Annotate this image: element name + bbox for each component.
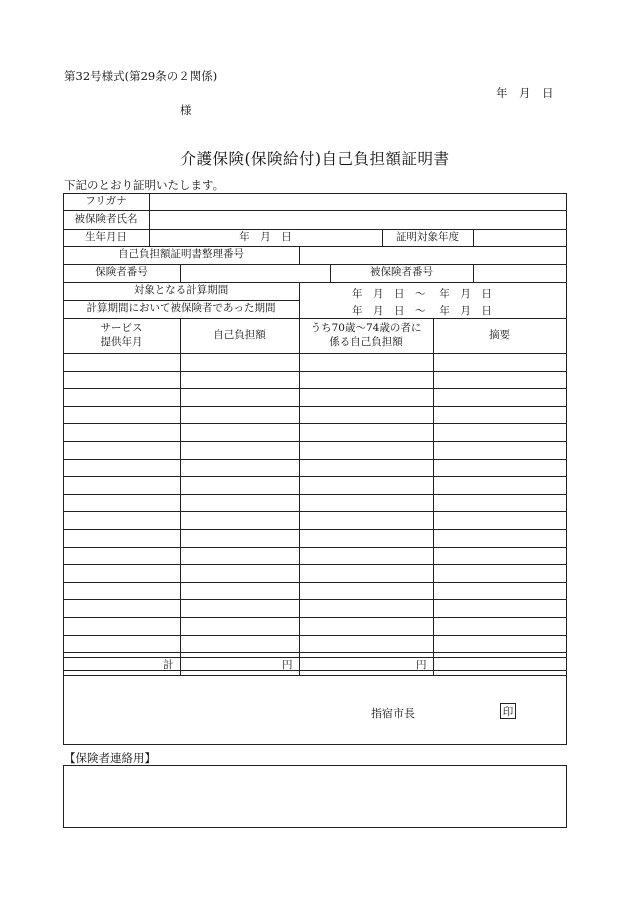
insured-name-label: 被保険者氏名: [63, 210, 150, 230]
table-cell[interactable]: [180, 388, 300, 407]
table-cell[interactable]: [180, 476, 300, 495]
table-cell[interactable]: [180, 635, 300, 653]
table-cell[interactable]: [299, 529, 434, 548]
table-cell[interactable]: [433, 635, 567, 653]
intro-text: 下記のとおり証明いたします。: [64, 178, 225, 192]
table-cell[interactable]: [299, 635, 434, 653]
table-cell[interactable]: [299, 423, 434, 442]
table-cell[interactable]: [433, 529, 567, 548]
table-cell[interactable]: [63, 547, 181, 565]
target-year-field[interactable]: [473, 229, 567, 247]
table-cell[interactable]: [63, 388, 181, 407]
contact-label: 【保険者連絡用】: [64, 751, 156, 765]
signature-box: [63, 675, 567, 745]
table-cell[interactable]: [299, 476, 434, 495]
table-cell[interactable]: [63, 423, 181, 442]
table-cell[interactable]: [299, 459, 434, 477]
table-cell[interactable]: [299, 388, 434, 407]
total-self-pay[interactable]: 円: [180, 657, 300, 676]
contact-box[interactable]: [63, 765, 567, 828]
table-cell[interactable]: [180, 547, 300, 565]
table-cell[interactable]: [180, 353, 300, 372]
table-cell[interactable]: [299, 599, 434, 618]
table-cell[interactable]: [299, 582, 434, 600]
birth-date-field[interactable]: 年 月 日: [149, 229, 383, 247]
target-year-label: 証明対象年度: [382, 229, 474, 247]
total-label: 計: [63, 657, 181, 676]
furigana-field[interactable]: [149, 193, 567, 211]
table-cell[interactable]: [299, 406, 434, 424]
table-cell[interactable]: [433, 564, 567, 583]
total-self-pay-70-74[interactable]: 円: [299, 657, 434, 676]
table-cell[interactable]: [299, 494, 434, 512]
table-cell[interactable]: [180, 423, 300, 442]
total-remarks[interactable]: [433, 657, 567, 676]
col-header-self-pay: 自己負担額: [180, 318, 300, 354]
table-cell[interactable]: [433, 371, 567, 389]
table-cell[interactable]: [63, 459, 181, 477]
form-number: 第32号様式(第29条の２関係): [64, 69, 218, 83]
issuer-name: 指宿市長: [371, 707, 415, 720]
insured-period-label: 計算期間において被保険者であった期間: [63, 300, 300, 319]
table-cell[interactable]: [180, 617, 300, 636]
table-cell[interactable]: [180, 441, 300, 460]
table-cell[interactable]: [63, 564, 181, 583]
table-cell[interactable]: [299, 617, 434, 636]
table-cell[interactable]: [299, 441, 434, 460]
document-title: 介護保険(保険給付)自己負担額証明書: [180, 150, 450, 168]
table-cell[interactable]: [433, 423, 567, 442]
table-cell[interactable]: [180, 406, 300, 424]
table-cell[interactable]: [433, 511, 567, 530]
table-cell[interactable]: [63, 441, 181, 460]
calc-period-range[interactable]: 年 月 日 〜 年 月 日: [352, 288, 492, 300]
table-cell[interactable]: [63, 582, 181, 600]
table-cell[interactable]: [180, 459, 300, 477]
table-cell[interactable]: [433, 459, 567, 477]
table-cell[interactable]: [299, 564, 434, 583]
table-cell[interactable]: [180, 582, 300, 600]
table-cell[interactable]: [299, 353, 434, 372]
table-cell[interactable]: [63, 529, 181, 548]
table-cell[interactable]: [180, 371, 300, 389]
table-cell[interactable]: [63, 371, 181, 389]
furigana-label: フリガナ: [63, 193, 150, 211]
cert-number-field[interactable]: [299, 246, 567, 265]
table-cell[interactable]: [63, 353, 181, 372]
col-header-self-pay-70-74: うち70歳〜74歳の者に 係る自己負担額: [299, 318, 434, 354]
cert-number-label: 自己負担額証明書整理番号: [63, 246, 300, 265]
col-header-service-month: サービス 提供年月: [63, 318, 181, 354]
table-cell[interactable]: [433, 353, 567, 372]
table-cell[interactable]: [433, 617, 567, 636]
insurer-number-field[interactable]: [180, 264, 331, 283]
table-cell[interactable]: [63, 406, 181, 424]
table-cell[interactable]: [180, 494, 300, 512]
table-cell[interactable]: [63, 511, 181, 530]
birth-date-label: 生年月日: [63, 229, 150, 247]
table-cell[interactable]: [63, 599, 181, 618]
table-cell[interactable]: [433, 582, 567, 600]
insurer-number-label: 保険者番号: [63, 264, 181, 283]
table-cell[interactable]: [299, 511, 434, 530]
insured-number-field[interactable]: [473, 264, 567, 283]
table-cell[interactable]: [299, 371, 434, 389]
col-header-remarks: 摘要: [433, 318, 567, 354]
table-cell[interactable]: [433, 441, 567, 460]
addressee-suffix: 様: [180, 103, 192, 117]
seal-stamp: 印: [500, 703, 516, 719]
table-cell[interactable]: [180, 599, 300, 618]
table-cell[interactable]: [180, 529, 300, 548]
table-cell[interactable]: [433, 599, 567, 618]
table-cell[interactable]: [433, 476, 567, 495]
table-cell[interactable]: [433, 406, 567, 424]
table-cell[interactable]: [433, 547, 567, 565]
table-cell[interactable]: [180, 511, 300, 530]
table-cell[interactable]: [63, 494, 181, 512]
table-cell[interactable]: [299, 547, 434, 565]
table-cell[interactable]: [63, 476, 181, 495]
insured-number-label: 被保険者番号: [330, 264, 474, 283]
calc-period-label: 対象となる計算期間: [63, 282, 300, 301]
table-cell[interactable]: [433, 388, 567, 407]
insured-period-range[interactable]: 年 月 日 〜 年 月 日: [352, 305, 492, 317]
insured-name-field[interactable]: [149, 210, 567, 230]
table-cell[interactable]: [433, 494, 567, 512]
table-cell[interactable]: [180, 564, 300, 583]
issue-date: 年 月 日: [496, 86, 554, 100]
table-cell[interactable]: [63, 617, 181, 636]
table-cell[interactable]: [63, 635, 181, 653]
